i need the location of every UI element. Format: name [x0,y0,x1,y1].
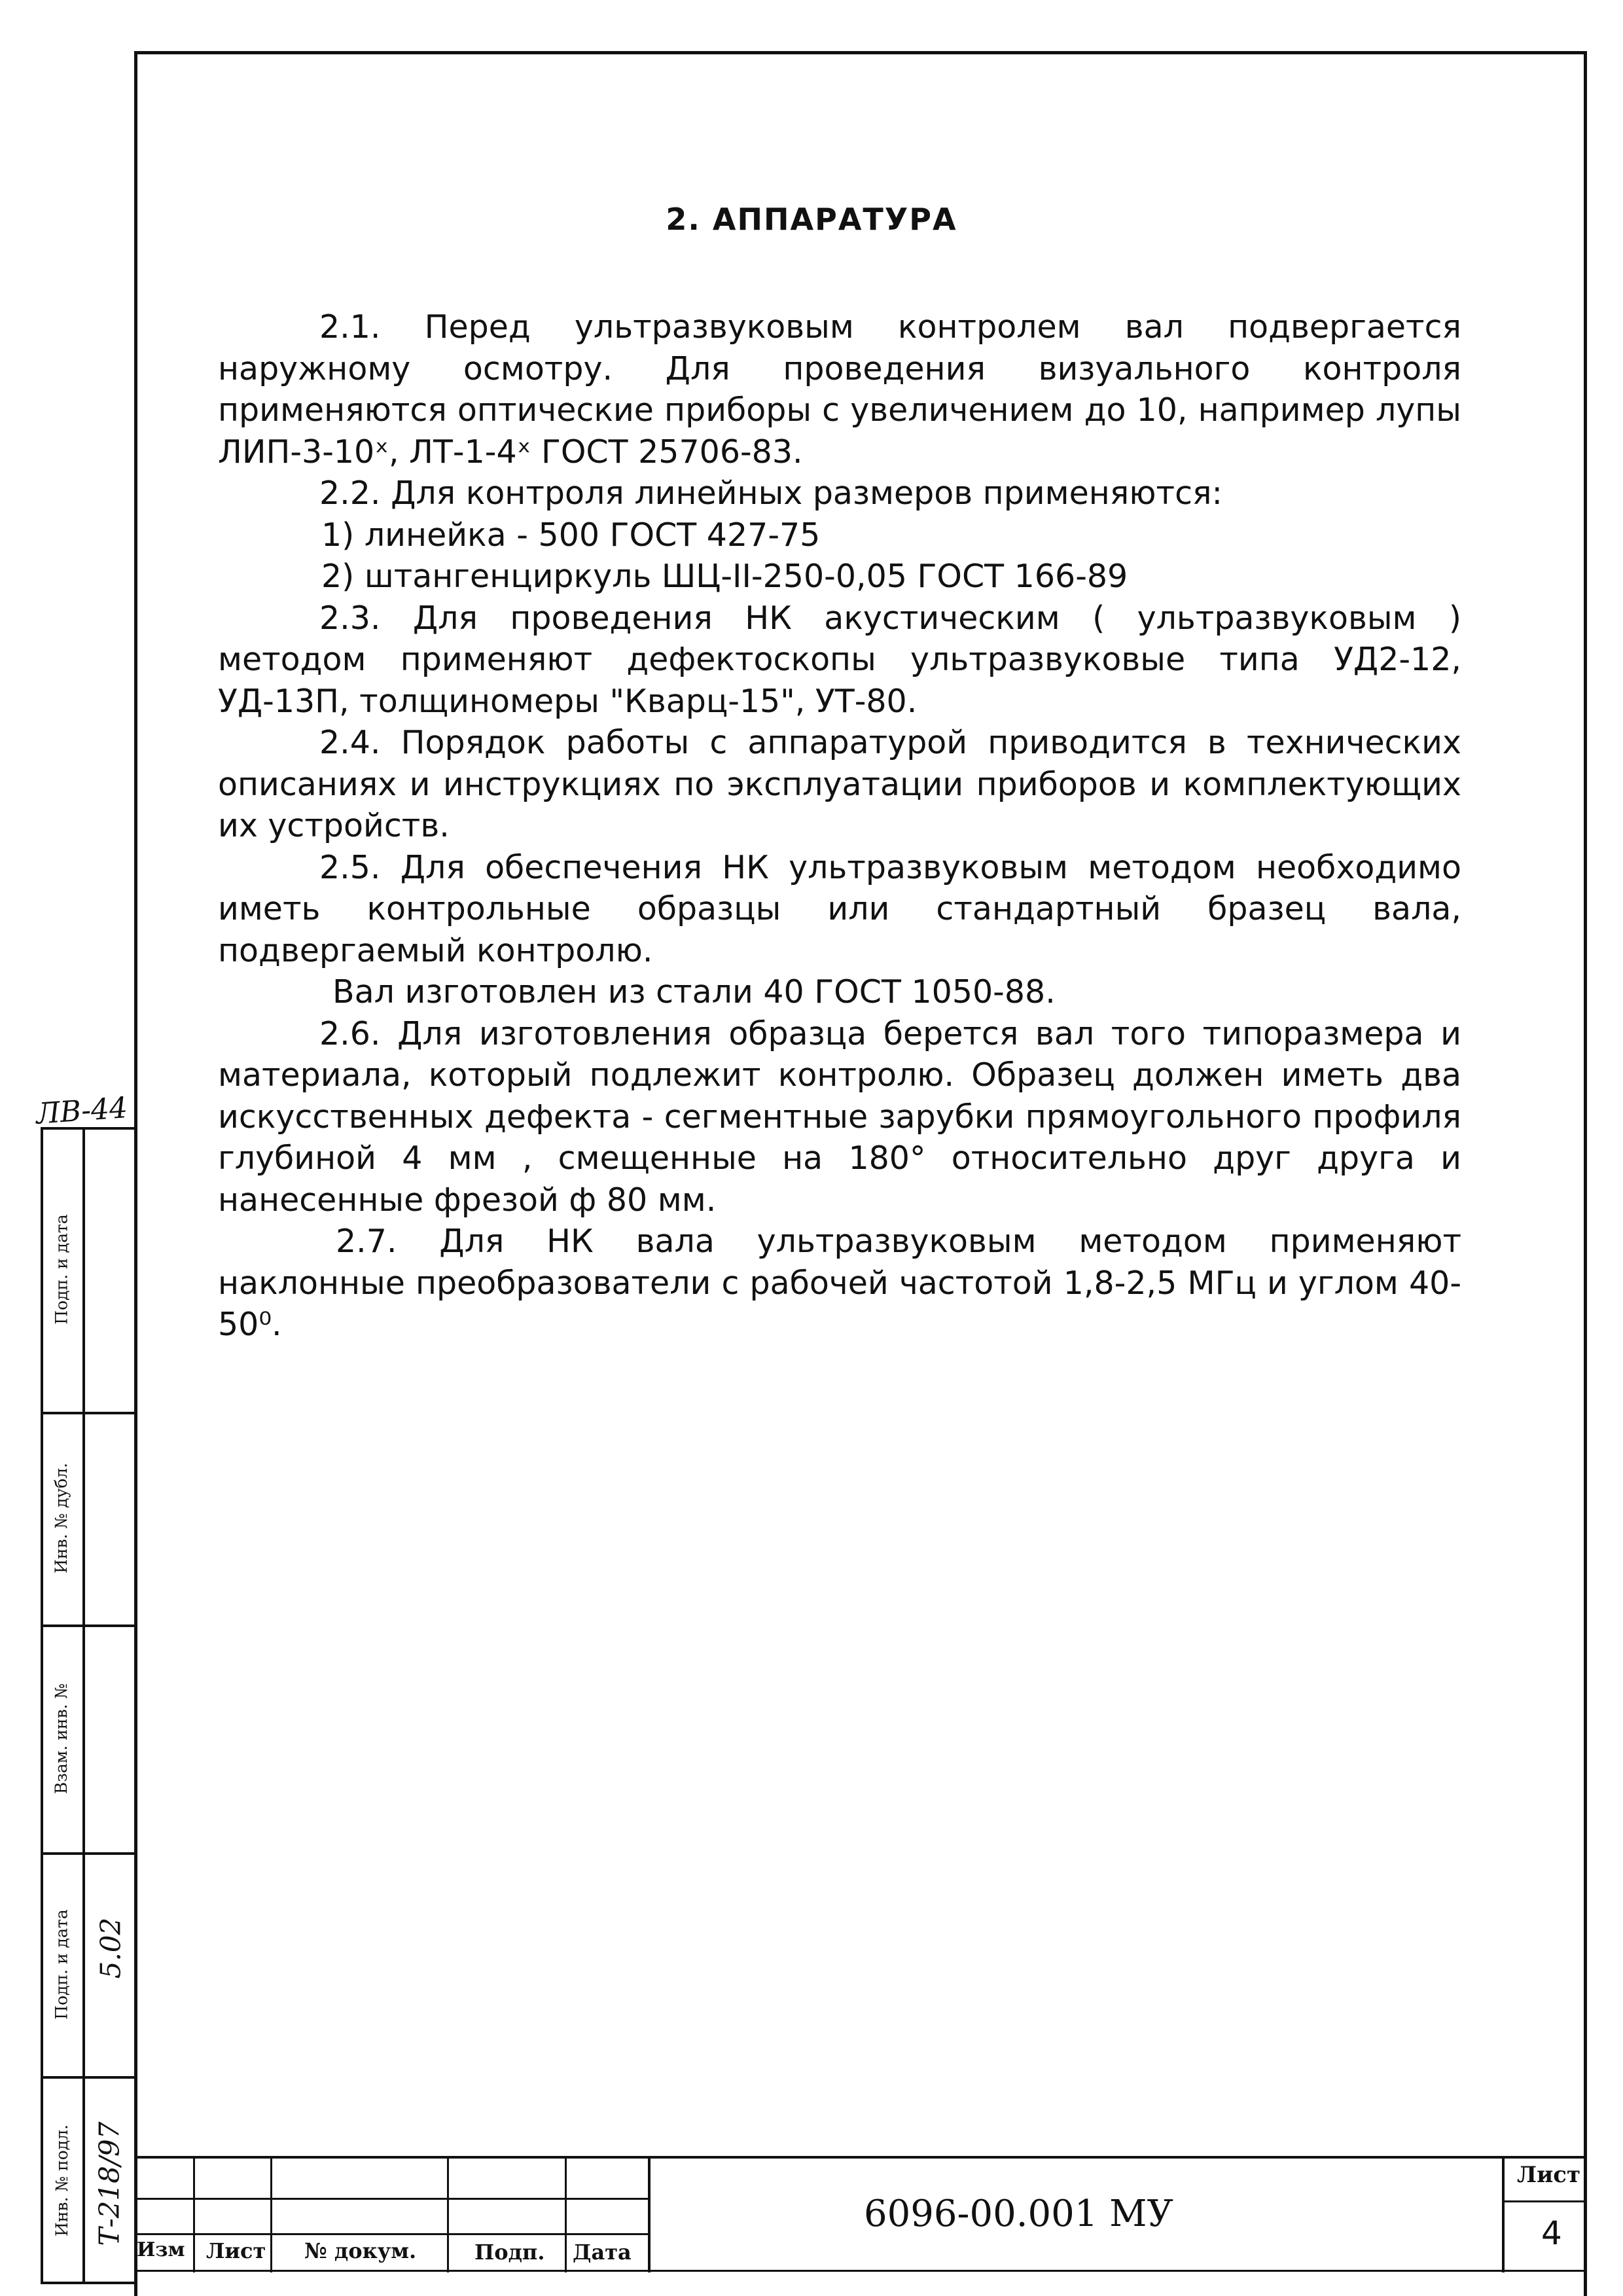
paragraph-2-7: 2.7. Для НК вала ультразвуковым методом применяют наклонные преобразователи с рабочей частотой 1,8-2,5 МГц и углом 40-50⁰. [218,1223,1461,1343]
paragraph-2-2: 2.2. Для контроля линейных размеров применяются: [319,475,1222,512]
title-block [134,2156,1587,2272]
margin-stamp-table [41,1127,137,2284]
col-signature: Подп. [474,2240,545,2265]
document-body [218,306,1461,1346]
paragraph-2-1: 2.1. Перед ультразвуковым контролем вал подвергается наружному осмотру. Для проведения визуального контроля применяются оптические приборы с увеличением до 10, например лупы ЛИП-3-10ˣ, ЛТ-1-4ˣ ГОСТ 25706-83. [218,308,1461,471]
label-dup-inv: Инв. № дубл. [52,1462,71,1574]
label-sign-date-2: Подп. и дата [52,1909,71,2020]
label-orig-inv: Инв. № подл. [52,2124,71,2236]
label-sign-date-1: Подп. и дата [52,1214,71,1325]
col-doc-number: № докум. [304,2238,417,2263]
col-date: Дата [573,2240,632,2265]
signature-date: 5.02 [94,1917,127,1979]
sheet-number: 4 [1541,2214,1562,2252]
paragraph-2-6: 2.6. Для изготовления образца берется вал того типоразмера и материала, который подлежит контролю. Образец должен иметь два искусственных дефекта - сегментные зарубки прямоугольного профиля глубиной 4 мм , смещенные на 180° относительно друг друга и нанесенные фрезой ф 80 мм. [218,1014,1461,1219]
label-replace-inv: Взам. инв. № [52,1683,71,1794]
list-item-2: 2) штангенциркуль ШЦ-II-250-0,05 ГОСТ 166-89 [321,558,1128,595]
col-sheet: Лист [206,2238,266,2263]
document-code: 6096-00.001 МУ [864,2193,1173,2235]
list-item-1: 1) линейка - 500 ГОСТ 427-75 [321,516,821,554]
col-change: Изм [137,2238,185,2261]
sheet-label: Лист [1517,2162,1581,2188]
paragraph-material: Вал изготовлен из стали 40 ГОСТ 1050-88. [332,973,1056,1011]
section-title: 2. АППАРАТУРА [666,202,957,237]
paragraph-2-4: 2.4. Порядок работы с аппаратурой приводится в технических описаниях и инструкциях по эксплуатации приборов и комплектующих их устройств. [218,724,1461,844]
inventory-number: Т-218/97 [93,2121,126,2246]
margin-code: ЛВ-44 [35,1091,129,1131]
paragraph-2-3: 2.3. Для проведения НК акустическим ( ультразвуковым ) методом применяют дефектоскопы ультразвуковые типа УД2-12, УД-13П, толщиномеры "Кварц-15", УТ-80. [218,599,1461,720]
paragraph-2-5: 2.5. Для обеспечения НК ультразвуковым методом необходимо иметь контрольные образцы или стандартный бразец вала, подвергаемый контролю. [218,848,1461,969]
